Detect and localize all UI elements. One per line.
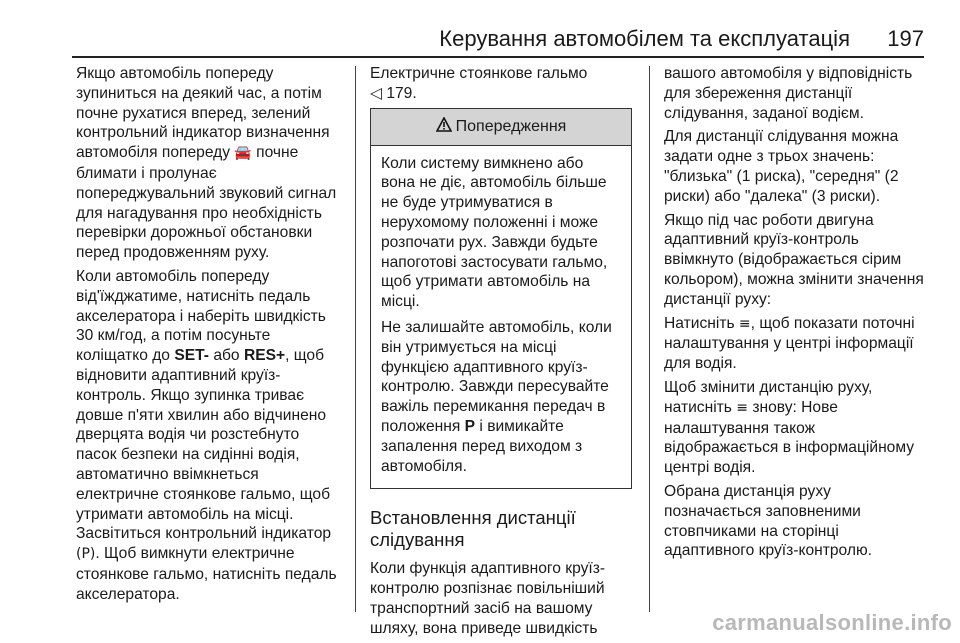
warning-icon <box>436 117 452 137</box>
res-label: RES+ <box>243 347 286 365</box>
text: Не залишайте автомобіль, коли він утримується на місці функцією адаптивного круїз-контролю. Завжди пересувайте важіль перемикання передач в положення <box>381 318 612 435</box>
column-1 <box>76 64 344 609</box>
paragraph: Для дистанції слідування можна задати одне з трьох значень: "близька" (1 риска), "середня" (2 риски) або "далека" (3 риски). <box>664 128 899 205</box>
paragraph <box>664 314 932 374</box>
warning-title: Попередження <box>455 117 567 135</box>
following-distance-icon: ≡ <box>738 315 751 332</box>
text: почне блимати і пролунає попереджувальний звуковий сигнал для нагадування про необхідність перевірки дорожньої обстановки перед продовженням руху. <box>76 144 337 262</box>
header-divider <box>72 56 924 58</box>
following-distance-icon: ≡ <box>736 399 748 416</box>
paragraph: Якщо під час роботи двигуна адаптивний круїз-контроль ввімкнуто (відображається сірим кольором), можна змінити значення дистанції руху: <box>664 211 924 308</box>
paragraph: вашого автомобіля у відповідність для збереження дистанції слідування, заданої водієм. <box>664 65 913 122</box>
park-label: P <box>464 417 476 435</box>
paragraph: Коли систему вимкнено або вона не діє, автомобіль більше не буде утримуватися в нерухомому положенні і може розпочати рух. Завжди будьте напоготові застосувати гальмо, щоб утримати автомобіль на місці. <box>381 154 608 311</box>
text: або <box>208 347 244 365</box>
paragraph <box>76 64 344 263</box>
parking-brake-icon: (P) <box>76 546 96 563</box>
paragraph: Коли функція адаптивного круїз-контролю розпізнає повільніший транспортний засіб на вашому шляху, вона приведе швидкість <box>370 560 606 637</box>
paragraph <box>76 267 344 605</box>
page-reference[interactable]: ◁ 179. <box>370 84 417 102</box>
text: . Щоб вимкнути електричне стоянкове гальмо, натисніть педаль акселератора. <box>76 545 337 603</box>
text: знову: Нове налаштування також відображається в інформаційному центрі водія. <box>664 398 915 477</box>
text: Щоб змінити дистанцію руху, натисніть <box>664 378 873 416</box>
warning-box <box>370 108 632 490</box>
text: Електричне стоянкове гальмо <box>370 65 588 82</box>
text: Натисніть <box>664 314 739 332</box>
paragraph <box>381 318 621 476</box>
watermark: carmanualsonline.info <box>712 610 952 635</box>
paragraph <box>664 378 932 478</box>
column-3 <box>664 64 932 565</box>
paragraph <box>370 64 632 104</box>
warning-body <box>371 146 631 489</box>
column-divider <box>355 66 356 612</box>
set-label: SET- <box>174 347 209 365</box>
warning-header <box>371 109 631 146</box>
column-2 <box>370 64 632 643</box>
paragraph: Обрана дистанція руху позначається заповненими стовпчиками на сторінці адаптивного круїз-контролю. <box>664 482 873 560</box>
text: Якщо автомобіль попереду зупиниться на деякий час, а потім почне рухатися вперед, зелений контрольний індикатор визначення автомобіля попереду <box>76 65 330 162</box>
text: , щоб відновити адаптивний круїз-контроль. Якщо зупинка триває довше п'яти хвилин або відчинено дверцята водія чи розстебнуто пасок безпеки на сидінні водія, автоматично ввімкнеться електричне стоянкове гальмо, щоб утримати автомобіль на місці. Засвітиться контрольний індикатор <box>76 347 332 543</box>
text: Коли автомобіль попереду від'їжджатиме, натисніть педаль акселератора і наберіть швидкість 30 км/год, а потім посуньте коліщатко до <box>76 267 326 365</box>
vehicle-ahead-icon: 🚘 <box>234 145 252 162</box>
column-divider <box>649 66 650 612</box>
text: , щоб показати поточні налаштування у центрі інформації для водія. <box>664 314 915 373</box>
section-title: Встановлення дистанції слідування <box>370 507 576 551</box>
text: і вимикайте запалення перед виходом з автомобіля. <box>381 417 583 475</box>
header-title: Керування автомобілем та експлуатація <box>439 26 850 51</box>
page-header <box>0 0 960 60</box>
page-number: 197 <box>887 26 924 51</box>
